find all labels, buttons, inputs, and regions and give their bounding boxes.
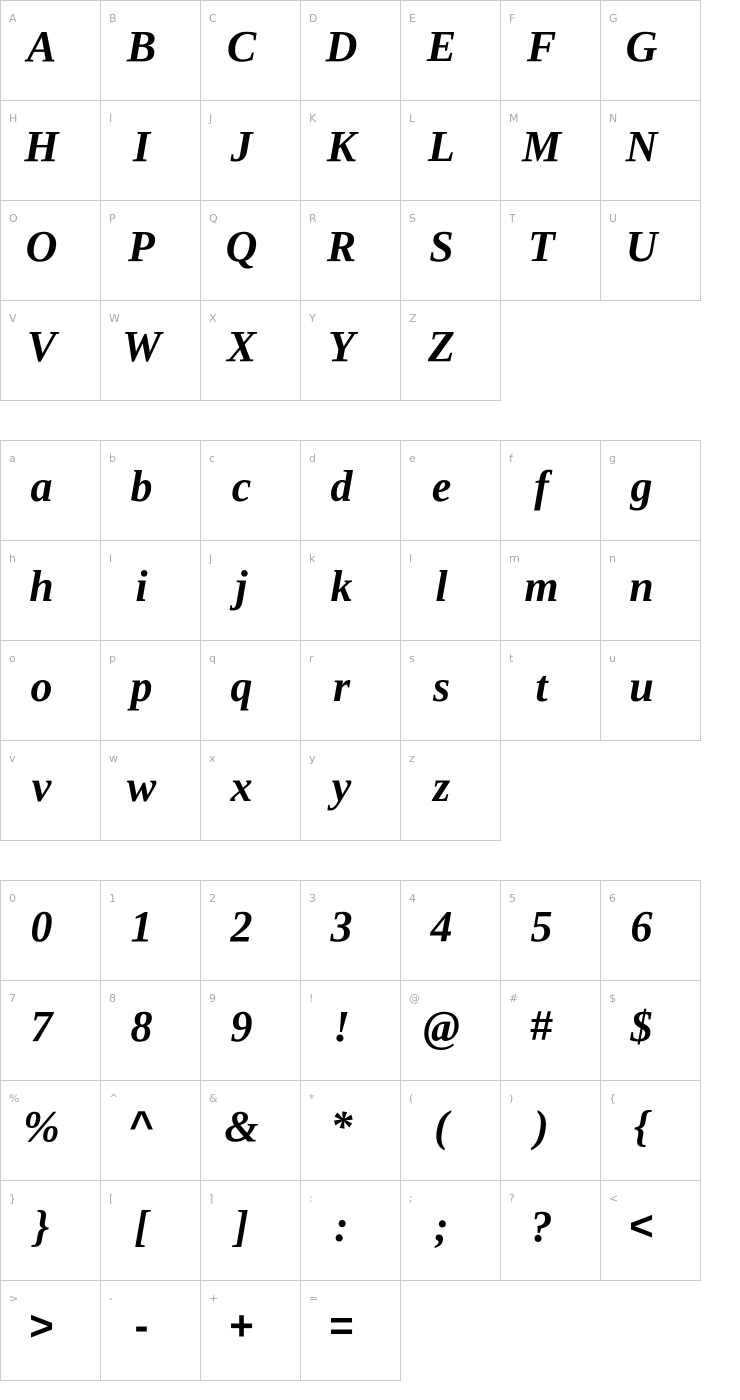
glyph-preview: M: [521, 122, 562, 171]
glyph-preview: S: [429, 222, 454, 271]
glyph-preview: *: [330, 1102, 353, 1151]
glyph-preview: 5: [530, 902, 553, 951]
glyph-label: W: [109, 312, 120, 325]
glyph-label: Z: [409, 312, 417, 325]
glyph-label: T: [509, 212, 516, 225]
glyph-label: 0: [9, 892, 16, 905]
glyph-preview: Z: [428, 322, 455, 371]
glyph-preview: @: [423, 1002, 460, 1051]
glyph-preview: K: [326, 122, 357, 171]
glyph-cell: [501, 1081, 601, 1181]
glyph-cell: [101, 741, 201, 841]
glyph-preview: L: [428, 122, 455, 171]
glyph-preview: Y: [328, 322, 355, 371]
glyph-cell: [201, 1181, 301, 1281]
glyph-cell: [201, 1, 301, 101]
glyph-cell: [101, 1181, 201, 1281]
digits-and-symbols-grid: [0, 880, 701, 1381]
glyph-cell: [101, 981, 201, 1081]
glyph-label: +: [209, 1292, 219, 1305]
glyph-label: S: [409, 212, 416, 225]
glyph-preview: 0: [30, 902, 53, 951]
glyph-cell: [401, 301, 501, 401]
glyph-preview: 9: [230, 1002, 253, 1051]
glyph-cell: [1, 101, 101, 201]
glyph-preview: -: [134, 1302, 149, 1349]
glyph-label: Q: [209, 212, 218, 225]
glyph-label: f: [509, 452, 513, 465]
glyph-cell: [301, 1081, 401, 1181]
glyph-label: e: [409, 452, 416, 465]
glyph-label: L: [409, 112, 416, 125]
glyph-preview: 4: [430, 902, 453, 951]
glyph-cell: [201, 441, 301, 541]
glyph-cell: [101, 1081, 201, 1181]
glyph-label: U: [609, 212, 618, 225]
glyph-cell: [601, 1181, 701, 1281]
glyph-preview: :: [334, 1202, 349, 1251]
glyph-cell: [301, 441, 401, 541]
glyph-cell: [1, 1, 101, 101]
glyph-preview: p: [130, 662, 153, 711]
glyph-preview: i: [135, 562, 148, 611]
glyph-label: }: [9, 1192, 16, 1205]
glyph-label: 6: [609, 892, 616, 905]
glyph-label: D: [309, 12, 318, 25]
glyph-label: j: [209, 552, 213, 565]
glyph-preview: D: [325, 22, 358, 71]
glyph-preview: g: [630, 462, 653, 511]
glyph-label: 9: [209, 992, 216, 1005]
glyph-cell: [101, 1281, 201, 1381]
glyph-preview: (: [434, 1102, 449, 1151]
glyph-preview: l: [435, 562, 448, 611]
glyph-preview: !: [332, 1002, 351, 1051]
glyph-label: -: [109, 1292, 113, 1305]
glyph-preview: v: [31, 762, 52, 811]
glyph-label: V: [9, 312, 17, 325]
glyph-preview: d: [330, 462, 353, 511]
glyph-cell: [301, 541, 401, 641]
glyph-label: [: [109, 1192, 114, 1205]
glyph-label: l: [409, 552, 413, 565]
glyph-cell: [401, 1081, 501, 1181]
glyph-cell: [601, 1, 701, 101]
glyph-preview: A: [26, 22, 57, 71]
glyph-cell: [1, 641, 101, 741]
glyph-cell: [401, 641, 501, 741]
glyph-preview: ): [534, 1102, 549, 1151]
glyph-label: i: [109, 552, 113, 565]
glyph-label: F: [509, 12, 516, 25]
glyph-label: C: [209, 12, 217, 25]
glyph-preview: E: [426, 22, 457, 71]
glyph-label: R: [309, 212, 317, 225]
glyph-cell: [601, 101, 701, 201]
glyph-label: K: [309, 112, 317, 125]
glyph-preview: O: [25, 222, 58, 271]
glyph-preview: a: [30, 462, 53, 511]
glyph-label: 3: [309, 892, 316, 905]
glyph-label: a: [9, 452, 16, 465]
glyph-preview: ^: [129, 1102, 154, 1149]
glyph-preview: P: [128, 222, 155, 271]
glyph-cell: [1, 541, 101, 641]
glyph-preview: r: [332, 662, 351, 711]
glyph-cell: [101, 641, 201, 741]
glyph-label: P: [109, 212, 116, 225]
glyph-label: *: [309, 1092, 315, 1105]
glyph-label: h: [9, 552, 16, 565]
glyph-cell: [601, 1081, 701, 1181]
glyph-label: o: [9, 652, 16, 665]
glyph-preview: k: [330, 562, 353, 611]
glyph-preview: G: [625, 22, 658, 71]
glyph-label: N: [609, 112, 618, 125]
glyph-cell: [1, 1281, 101, 1381]
glyph-preview: w: [126, 762, 157, 811]
glyph-cell: [301, 881, 401, 981]
glyph-label: <: [609, 1192, 619, 1205]
glyph-cell: [401, 541, 501, 641]
glyph-cell: [1, 1181, 101, 1281]
glyph-cell: [1, 201, 101, 301]
glyph-cell: [201, 881, 301, 981]
glyph-preview: m: [524, 562, 559, 611]
glyph-preview: W: [121, 322, 162, 371]
glyph-cell: [1, 741, 101, 841]
glyph-label: O: [9, 212, 18, 225]
glyph-cell: [201, 1281, 301, 1381]
glyph-preview: }: [33, 1202, 50, 1251]
glyph-cell: [601, 641, 701, 741]
glyph-preview: [: [134, 1202, 149, 1251]
glyph-label: H: [9, 112, 18, 125]
glyph-cell: [501, 541, 601, 641]
glyph-preview: 6: [630, 902, 653, 951]
glyph-label: q: [209, 652, 216, 665]
glyph-cell: [101, 201, 201, 301]
glyph-cell: [201, 101, 301, 201]
glyph-cell: [501, 201, 601, 301]
glyph-cell: [201, 741, 301, 841]
glyph-cell: [401, 441, 501, 541]
glyph-cell: [401, 881, 501, 981]
glyph-cell: [201, 201, 301, 301]
glyph-label: Y: [309, 312, 316, 325]
glyph-preview: U: [625, 222, 658, 271]
glyph-cell: [101, 1, 201, 101]
glyph-preview: x: [230, 762, 253, 811]
glyph-label: ]: [209, 1192, 214, 1205]
glyph-label: A: [9, 12, 17, 25]
glyph-cell: [401, 1, 501, 101]
glyph-preview: 8: [130, 1002, 153, 1051]
glyph-label: m: [509, 552, 520, 565]
glyph-cell: [301, 981, 401, 1081]
glyph-preview: +: [229, 1302, 254, 1349]
glyph-label: y: [309, 752, 316, 765]
glyph-cell: [1, 881, 101, 981]
glyph-label: >: [9, 1292, 19, 1305]
glyph-preview: R: [326, 222, 357, 271]
glyph-label: %: [9, 1092, 20, 1105]
glyph-label: s: [409, 652, 415, 665]
glyph-label: $: [609, 992, 616, 1005]
glyph-preview: c: [231, 462, 252, 511]
glyph-label: #: [509, 992, 519, 1005]
glyph-cell: [101, 301, 201, 401]
glyph-label: @: [409, 992, 420, 1005]
glyph-cell: [1, 981, 101, 1081]
glyph-label: !: [309, 992, 314, 1005]
glyph-cell: [501, 1181, 601, 1281]
glyph-label: ?: [509, 1192, 515, 1205]
glyph-label: v: [9, 752, 16, 765]
glyph-label: ;: [409, 1192, 413, 1205]
glyph-preview: h: [29, 562, 54, 611]
glyph-label: :: [309, 1192, 313, 1205]
glyph-preview: #: [529, 1002, 554, 1049]
glyph-cell: [501, 641, 601, 741]
glyph-preview: j: [235, 562, 248, 611]
glyph-label: (: [409, 1092, 414, 1105]
glyph-cell: [501, 441, 601, 541]
glyph-cell: [201, 541, 301, 641]
glyph-cell: [201, 641, 301, 741]
glyph-cell: [501, 981, 601, 1081]
glyph-cell: [401, 101, 501, 201]
glyph-cell: [301, 201, 401, 301]
glyph-preview: 3: [330, 902, 353, 951]
glyph-label: c: [209, 452, 216, 465]
glyph-label: 1: [109, 892, 116, 905]
glyph-preview: <: [629, 1202, 654, 1249]
glyph-cell: [601, 981, 701, 1081]
glyph-preview: B: [126, 22, 157, 71]
glyph-label: ): [509, 1092, 514, 1105]
glyph-cell: [101, 441, 201, 541]
glyph-preview: N: [625, 122, 658, 171]
glyph-preview: T: [528, 222, 555, 271]
glyph-preview: ;: [434, 1202, 449, 1251]
glyph-label: M: [509, 112, 519, 125]
glyph-label: p: [109, 652, 116, 665]
glyph-preview: %: [23, 1102, 60, 1151]
glyph-label: g: [609, 452, 616, 465]
glyph-cell: [101, 881, 201, 981]
glyph-preview: e: [431, 462, 452, 511]
glyph-label: n: [609, 552, 616, 565]
glyph-label: G: [609, 12, 618, 25]
glyph-cell: [201, 1081, 301, 1181]
glyph-cell: [201, 981, 301, 1081]
glyph-preview: Q: [225, 222, 258, 271]
glyph-cell: [301, 1, 401, 101]
glyph-cell: [601, 441, 701, 541]
glyph-cell: [501, 1, 601, 101]
glyph-cell: [401, 201, 501, 301]
glyph-cell: [301, 101, 401, 201]
glyph-label: w: [109, 752, 118, 765]
glyph-preview: f: [534, 462, 549, 511]
glyph-preview: z: [432, 762, 451, 811]
glyph-cell: [301, 1281, 401, 1381]
glyph-cell: [1, 441, 101, 541]
glyph-label: 7: [9, 992, 16, 1005]
glyph-label: 5: [509, 892, 516, 905]
glyph-cell: [101, 541, 201, 641]
glyph-cell: [501, 881, 601, 981]
glyph-preview: 1: [130, 902, 153, 951]
glyph-preview: C: [226, 22, 257, 71]
glyph-cell: [601, 881, 701, 981]
glyph-preview: ?: [530, 1202, 553, 1251]
glyph-cell: [401, 1181, 501, 1281]
glyph-preview: J: [230, 122, 253, 171]
glyph-preview: n: [629, 562, 654, 611]
glyph-label: t: [509, 652, 514, 665]
glyph-label: d: [309, 452, 316, 465]
glyph-label: B: [109, 12, 117, 25]
glyph-cell: [501, 101, 601, 201]
glyph-preview: H: [24, 122, 59, 171]
glyph-preview: >: [29, 1302, 54, 1349]
glyph-preview: I: [132, 122, 151, 171]
glyph-cell: [201, 301, 301, 401]
glyph-preview: 2: [230, 902, 253, 951]
glyph-label: b: [109, 452, 116, 465]
glyph-preview: {: [633, 1102, 650, 1151]
glyph-label: E: [409, 12, 416, 25]
glyph-label: =: [309, 1292, 319, 1305]
glyph-label: 2: [209, 892, 216, 905]
glyph-preview: t: [535, 662, 548, 711]
glyph-label: &: [209, 1092, 218, 1105]
glyph-preview: q: [230, 662, 253, 711]
glyph-cell: [1, 301, 101, 401]
glyph-label: z: [409, 752, 415, 765]
glyph-label: {: [609, 1092, 616, 1105]
glyph-cell: [601, 541, 701, 641]
glyph-preview: s: [432, 662, 451, 711]
glyph-preview: o: [30, 662, 53, 711]
glyph-preview: &: [224, 1102, 259, 1151]
glyph-preview: u: [629, 662, 654, 711]
uppercase-letters-grid: [0, 0, 701, 401]
glyph-preview: ]: [234, 1202, 249, 1251]
glyph-preview: F: [526, 22, 557, 71]
glyph-cell: [401, 741, 501, 841]
glyph-preview: 7: [30, 1002, 53, 1051]
glyph-preview: =: [329, 1302, 354, 1349]
glyph-label: 8: [109, 992, 116, 1005]
glyph-cell: [301, 301, 401, 401]
glyph-cell: [301, 1181, 401, 1281]
glyph-label: r: [309, 652, 314, 665]
glyph-preview: $: [630, 1002, 653, 1051]
glyph-preview: V: [26, 322, 57, 371]
glyph-cell: [301, 741, 401, 841]
glyph-label: X: [209, 312, 217, 325]
glyph-cell: [101, 101, 201, 201]
glyph-cell: [601, 201, 701, 301]
glyph-preview: X: [226, 322, 257, 371]
glyph-label: I: [109, 112, 113, 125]
glyph-label: u: [609, 652, 616, 665]
glyph-cell: [301, 641, 401, 741]
lowercase-letters-grid: [0, 440, 701, 841]
glyph-preview: b: [130, 462, 153, 511]
glyph-cell: [401, 981, 501, 1081]
glyph-cell: [1, 1081, 101, 1181]
glyph-label: k: [309, 552, 316, 565]
glyph-label: 4: [409, 892, 416, 905]
glyph-label: J: [209, 112, 213, 125]
glyph-label: x: [209, 752, 216, 765]
glyph-preview: y: [331, 762, 352, 811]
glyph-label: ^: [109, 1092, 119, 1105]
